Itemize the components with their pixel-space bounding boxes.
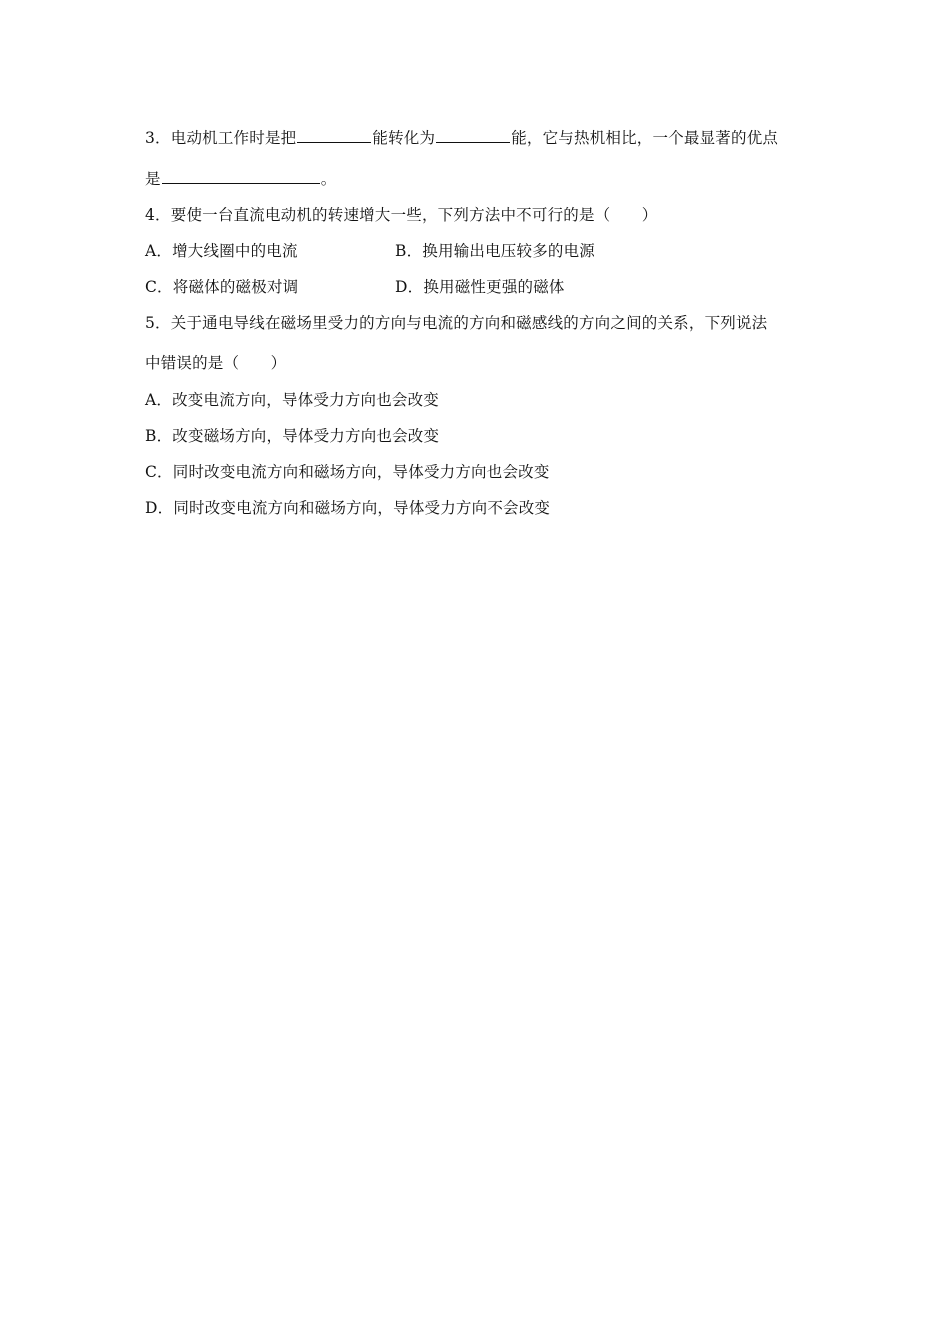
question-4-option-b: B．换用输出电压较多的电源 bbox=[395, 242, 595, 260]
question-4-option-a: A．增大线圈中的电流 bbox=[145, 242, 298, 260]
question-3-blank-1 bbox=[297, 128, 371, 143]
question-3-line-1 bbox=[145, 128, 778, 148]
question-3-text-line2-end: 。 bbox=[320, 170, 337, 188]
question-3-text-part3: 能，它与热机相比，一个最显著的优点 bbox=[511, 129, 779, 147]
question-5-option-a: A．改变电流方向，导体受力方向也会改变 bbox=[145, 391, 439, 409]
question-5-option-b: B．改变磁场方向，导体受力方向也会改变 bbox=[145, 427, 440, 445]
question-4-option-d: D．换用磁性更强的磁体 bbox=[395, 278, 565, 296]
question-4-stem: 4．要使一台直流电动机的转速增大一些，下列方法中不可行的是（ ） bbox=[145, 206, 658, 224]
question-5-stem-line-2: 中错误的是（ ） bbox=[145, 354, 287, 372]
question-3-blank-2 bbox=[436, 128, 510, 143]
question-5-option-d: D．同时改变电流方向和磁场方向，导体受力方向不会改变 bbox=[145, 499, 551, 517]
question-3-text-line2-start: 是 bbox=[145, 170, 161, 188]
question-3-line-2 bbox=[145, 169, 336, 189]
question-5-option-c: C．同时改变电流方向和磁场方向，导体受力方向也会改变 bbox=[145, 463, 550, 481]
question-3-blank-3 bbox=[162, 169, 320, 184]
question-3-text-part1: 3．电动机工作时是把 bbox=[145, 129, 297, 147]
question-3-text-part2: 能转化为 bbox=[372, 129, 436, 147]
question-4-option-c: C．将磁体的磁极对调 bbox=[145, 278, 299, 296]
question-5-stem-line-1: 5．关于通电导线在磁场里受力的方向与电流的方向和磁感线的方向之间的关系，下列说法 bbox=[145, 314, 768, 332]
